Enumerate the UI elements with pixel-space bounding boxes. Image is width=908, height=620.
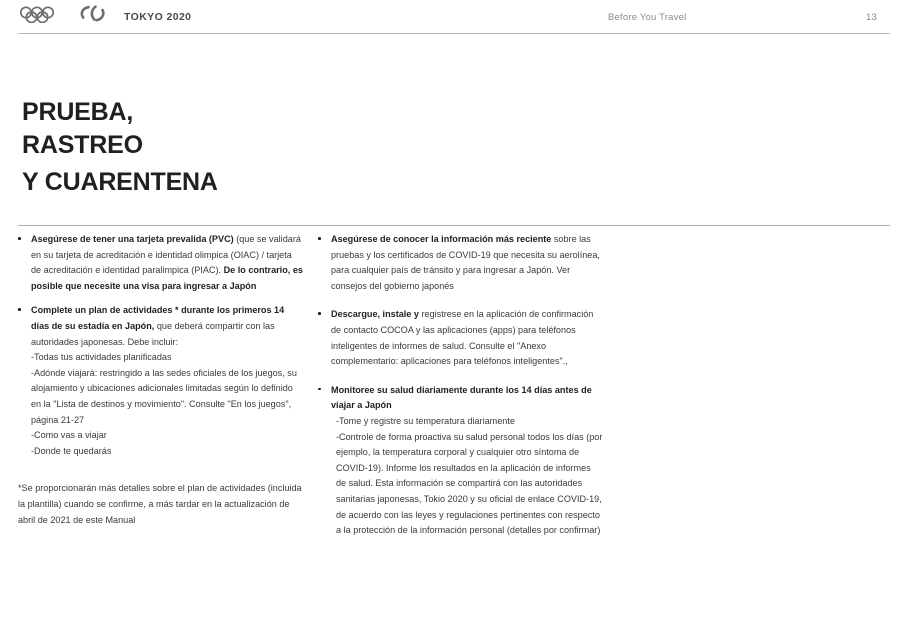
page-title-line-1: PRUEBA, bbox=[22, 98, 134, 126]
list-item bbox=[318, 383, 603, 539]
sub-list-item: -Controle de forma proactiva su salud personal todos los días (por ejemplo, la temperatura corporal y cualquier otro síntoma de COVID-19). Informe los resultados en la aplicación de informes de salud. Esta información se compartirá con las autoridades sanitarias japonesas, Tokio 2020 y su oficial de enlace COVID-19, de acuerdo con las leyes y regulaciones pertinentes con respecto a la protección de la información personal (detalles por confirmar) bbox=[336, 431, 603, 536]
bullet-dot-icon bbox=[18, 237, 21, 240]
list-item-bold-lead: Monitoree su salud diariamente durante los 14 días antes de viajar a Japón bbox=[331, 384, 592, 411]
tokyo-2020-wordmark: TOKYO 2020 bbox=[124, 10, 192, 23]
header-divider bbox=[18, 33, 890, 34]
list-item bbox=[318, 232, 603, 294]
bullet-dot-icon bbox=[318, 388, 321, 391]
list-item-text bbox=[331, 307, 603, 369]
page-title bbox=[22, 96, 562, 199]
list-item-bold-lead: Asegúrese de conocer la información más reciente bbox=[331, 234, 552, 244]
list-item-bold-tail: De lo contrario, es posible que necesite una visa para ingresar a Japón bbox=[31, 265, 303, 291]
list-item-text bbox=[331, 232, 603, 294]
list-item-body: (que se validará en su tarjeta de acreditación e identidad olimpica (OIAC) / tarjeta de acreditación e identidad paralimpica (PIAC). bbox=[31, 234, 301, 276]
list-item bbox=[18, 232, 303, 294]
sub-list-item: -Donde te quedarás bbox=[31, 445, 112, 456]
paralympic-agitos-icon bbox=[78, 5, 110, 28]
sub-list-item: -Como vas a viajar bbox=[31, 430, 107, 441]
sub-list-item: -Adónde viajará: restringido a las sedes oficiales de los juegos, su alojamiento y ubicaciones adicionales limitadas según lo definido en la "Lista de destinos y movimiento". Consulte "En los juegos", página 21-27 bbox=[31, 367, 297, 425]
title-divider bbox=[18, 225, 890, 226]
list-item-bold-lead: Complete un plan de actividades * durante los primeros 14 días de su estadía en Japón, bbox=[31, 305, 285, 331]
list-item-text bbox=[31, 232, 303, 294]
list-item-bold-lead: Asegúrese de tener una tarjeta prevalida (PVC) bbox=[31, 234, 234, 244]
bullet-dot-icon bbox=[318, 237, 321, 240]
left-column bbox=[18, 232, 303, 528]
page-number: 13 bbox=[866, 12, 877, 23]
footnote-text: *Se proporcionarán más detalles sobre el plan de actividades (incluida la plantilla) cuando se confirme, a más tardar en la actualización de abril de 2021 de este Manual bbox=[18, 483, 302, 525]
list-item-bold-lead: Descargue, instale y bbox=[331, 309, 419, 320]
page-title-line-2: RASTREO bbox=[22, 131, 143, 159]
right-column bbox=[318, 232, 603, 548]
bullet-dot-icon bbox=[18, 308, 21, 311]
list-item-text bbox=[331, 383, 603, 414]
list-item-text bbox=[31, 303, 303, 350]
sub-list-item: -Todas tus actividades planificadas bbox=[31, 352, 172, 363]
list-item-body: registrese en la aplicación de confirmación de contacto COCOA y las aplicaciones (apps) para teléfonos inteligentes de informes de salud. Consulte el "Anexo complementario: aplicaciones para teléfonos inteligentes"., bbox=[331, 309, 594, 367]
list-item-body: sobre las pruebas y los certificados de COVID-19 que necesita su aerolínea, para cualquier país de tránsito y para ingresar a Japón. Ver consejos del gobierno japonés bbox=[331, 234, 600, 291]
page-title-line-3: Y CUARENTENA bbox=[22, 168, 218, 196]
olympic-rings-icon bbox=[18, 6, 64, 28]
list-item bbox=[318, 307, 603, 369]
header-branding bbox=[18, 5, 191, 28]
list-item bbox=[18, 303, 303, 459]
list-item-body: que deberá compartir con las autoridades japonesas. Debe incluir: bbox=[31, 320, 275, 347]
page-header bbox=[0, 0, 908, 36]
sub-list-item: -Tome y registre su temperatura diariamente bbox=[336, 415, 515, 426]
header-section-label: Before You Travel bbox=[608, 12, 687, 23]
bullet-dot-icon bbox=[318, 312, 321, 315]
